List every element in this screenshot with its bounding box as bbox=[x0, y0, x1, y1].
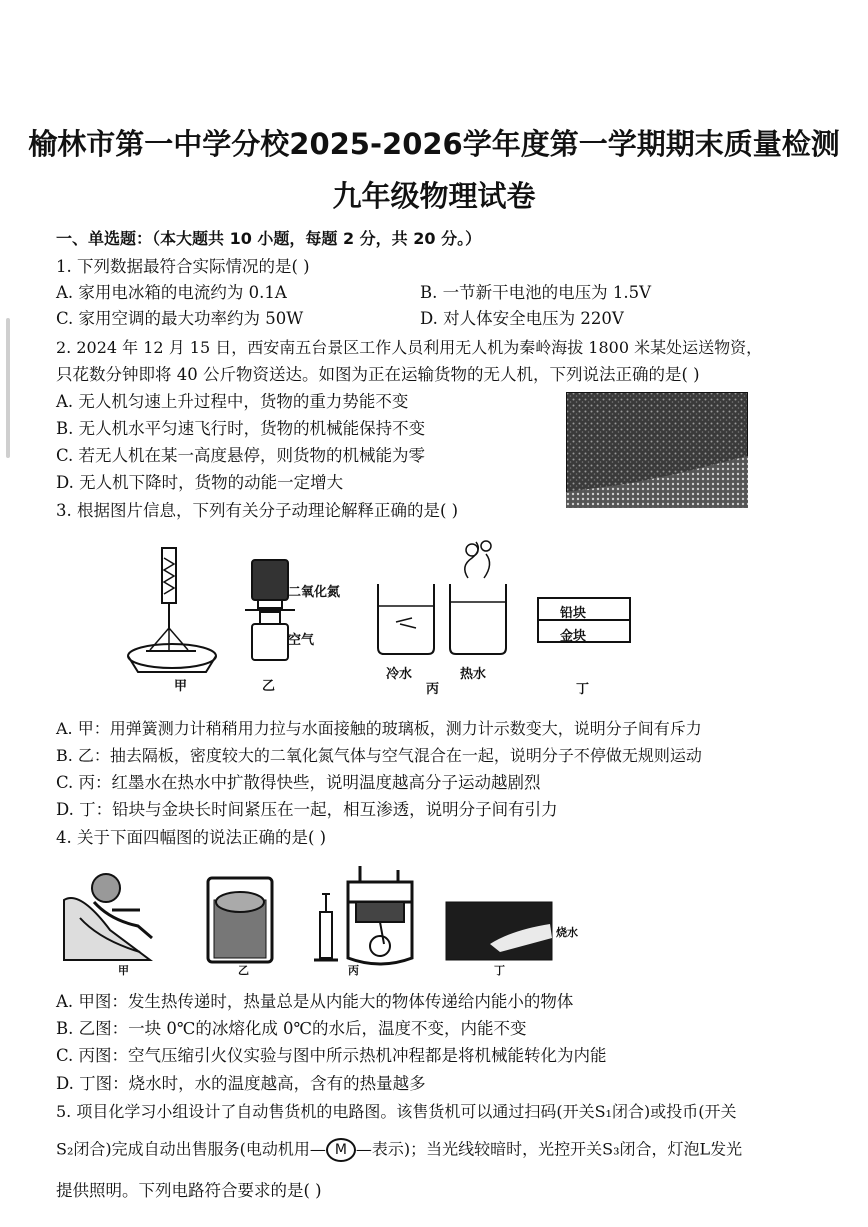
section-heading: 一、单选题：（本大题共 10 小题，每题 2 分，共 20 分。） bbox=[56, 229, 482, 248]
q4-option-a: A. 甲图：发生热传递时，热量总是从内能大的物体传递给内能小的物体 bbox=[56, 992, 574, 1011]
label-ding: 丁 bbox=[576, 682, 590, 697]
beaker-figure bbox=[378, 541, 506, 654]
scroll-indicator[interactable] bbox=[6, 318, 10, 458]
q5-stem-line2: S₂闭合)完成自动出售服务(电动机用— M —表示)；当光线较暗时，光控开关S₃闭合，灯泡L发光 bbox=[56, 1138, 742, 1162]
label-jia: 甲 bbox=[174, 679, 188, 694]
q4-label-ding: 丁 bbox=[494, 964, 505, 977]
q1-option-d: D. 对人体安全电压为 220V bbox=[420, 309, 624, 328]
motor-icon: M bbox=[326, 1138, 356, 1162]
q4-stem: 4. 关于下面四幅图的说法正确的是( ) bbox=[56, 828, 327, 847]
label-cold-water: 冷水 bbox=[386, 667, 413, 682]
q4-option-b: B. 乙图：一块 0℃的冰熔化成 0℃的水后，温度不变，内能不变 bbox=[56, 1019, 527, 1038]
label-air: 空气 bbox=[288, 633, 315, 648]
q4-label-bing: 丙 bbox=[348, 964, 359, 977]
fire-piston-figure bbox=[314, 894, 338, 960]
q3-option-d: D. 丁：铅块与金块长时间紧压在一起，相互渗透，说明分子间有引力 bbox=[56, 800, 558, 819]
q2-option-a: A. 无人机匀速上升过程中，货物的重力势能不变 bbox=[56, 392, 409, 411]
boiling-water-photo bbox=[446, 902, 552, 960]
q2-option-c: C. 若无人机在某一高度悬停，则货物的机械能为零 bbox=[56, 446, 426, 465]
spring-balance-figure bbox=[128, 548, 216, 672]
q1-option-c: C. 家用空调的最大功率约为 50W bbox=[56, 309, 304, 328]
label-no2: 二氧化氮 bbox=[288, 585, 341, 600]
q4-label-boil: 烧水 bbox=[556, 926, 578, 939]
q1-stem: 1. 下列数据最符合实际情况的是( ) bbox=[56, 257, 310, 276]
q4-label-jia: 甲 bbox=[118, 964, 129, 977]
q5-stem-line3: 提供照明。下列电路符合要求的是( ) bbox=[56, 1181, 322, 1200]
q3-stem: 3. 根据图片信息，下列有关分子动理论解释正确的是( ) bbox=[56, 501, 459, 520]
q4-figures bbox=[60, 860, 580, 968]
ice-glass-figure bbox=[208, 878, 272, 962]
slide-figure bbox=[64, 874, 152, 960]
q3-option-a: A. 甲：用弹簧测力计稍稍用力拉与水面接触的玻璃板，测力计示数变大，说明分子间有斥力 bbox=[56, 719, 702, 738]
q2-stem-line2: 只花数分钟即将 40 公斤物资送达。如图为正在运输货物的无人机，下列说法正确的是( ) bbox=[56, 365, 700, 384]
q1-option-b: B. 一节新干电池的电压为 1.5V bbox=[420, 283, 652, 302]
exam-subtitle: 九年级物理试卷 bbox=[332, 179, 536, 213]
exam-title: 榆林市第一中学分校2025-2026学年度第一学期期末质量检测 bbox=[28, 127, 840, 161]
label-lead-block: 铅块 bbox=[560, 606, 587, 621]
engine-stroke-figure bbox=[348, 866, 412, 964]
q4-option-d: D. 丁图：烧水时，水的温度越高，含有的热量越多 bbox=[56, 1074, 426, 1093]
q1-option-a: A. 家用电冰箱的电流约为 0.1A bbox=[56, 283, 287, 302]
drone-photo bbox=[566, 392, 748, 508]
q4-option-c: C. 丙图：空气压缩引火仪实验与图中所示热机冲程都是将机械能转化为内能 bbox=[56, 1046, 607, 1065]
q2-option-b: B. 无人机水平匀速飞行时，货物的机械能保持不变 bbox=[56, 419, 426, 438]
q3-option-c: C. 丙：红墨水在热水中扩散得快些，说明温度越高分子运动越剧烈 bbox=[56, 773, 541, 792]
label-yi: 乙 bbox=[262, 679, 276, 694]
q4-label-yi: 乙 bbox=[238, 964, 249, 977]
q2-option-d: D. 无人机下降时，货物的动能一定增大 bbox=[56, 473, 344, 492]
label-gold-block: 金块 bbox=[560, 629, 587, 644]
q5-stem-part-b: 表示)；当光线较暗时，光控开关S₃闭合，灯泡L发光 bbox=[371, 1139, 743, 1159]
q3-option-b: B. 乙：抽去隔板，密度较大的二氧化氮气体与空气混合在一起，说明分子不停做无规则运动 bbox=[56, 746, 702, 765]
label-bing: 丙 bbox=[426, 682, 440, 697]
label-hot-water: 热水 bbox=[460, 667, 487, 682]
q5-stem-line1: 5. 项目化学习小组设计了自动售货机的电路图。该售货机可以通过扫码(开关S₁闭合)或投币(开关 bbox=[56, 1102, 737, 1121]
q2-stem-line1: 2. 2024 年 12 月 15 日，西安南五台景区工作人员利用无人机为秦岭海拔 1800 米某处运送物资， bbox=[56, 338, 763, 357]
q5-stem-part-a: S₂闭合)完成自动出售服务(电动机用 bbox=[56, 1139, 310, 1159]
